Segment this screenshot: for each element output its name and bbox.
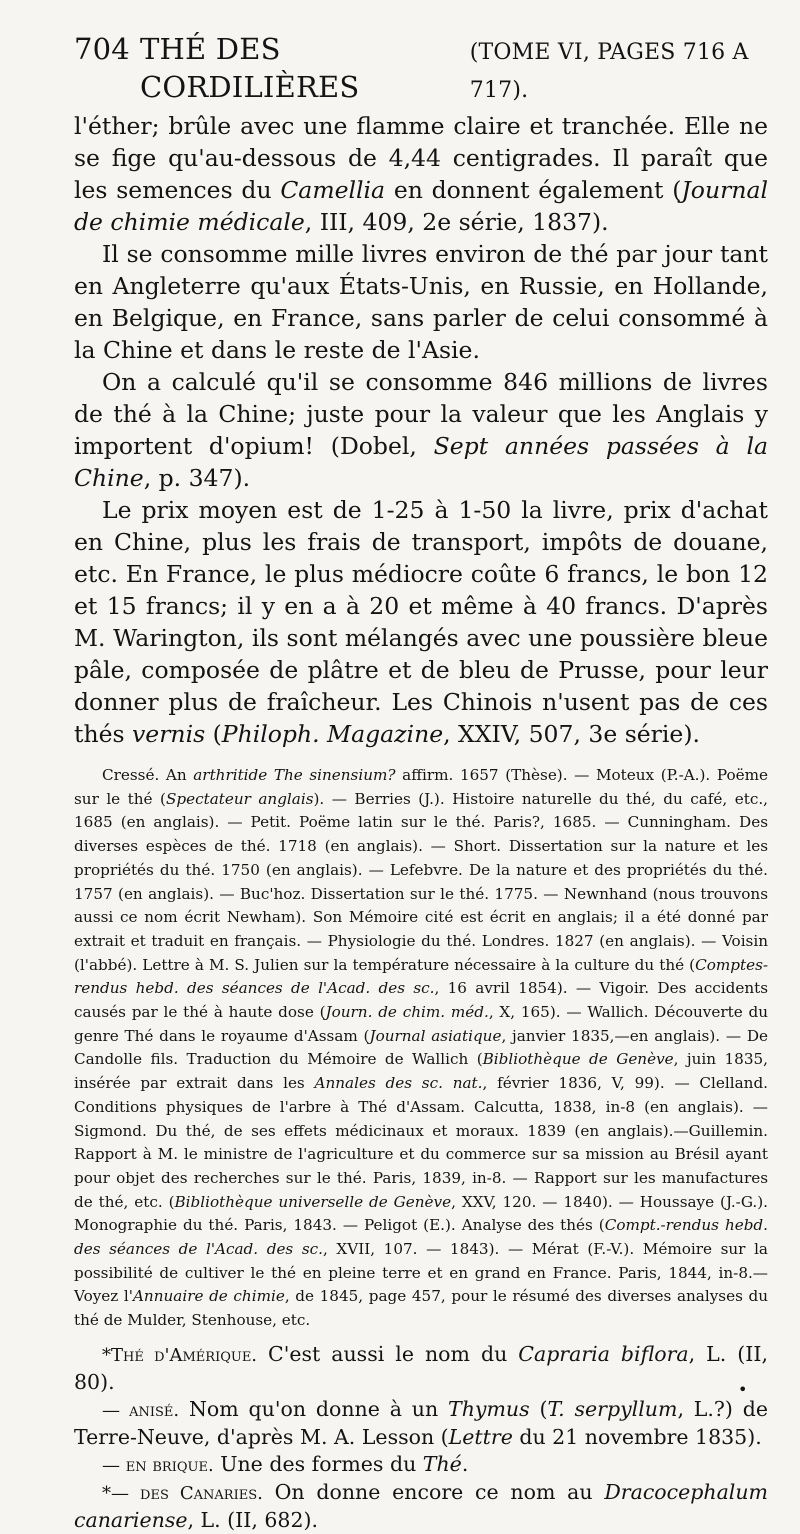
entry-en-brique [74, 1451, 768, 1479]
entry-anise [74, 1396, 768, 1451]
italic-run: Comptes-rendus hebd. des séances de l'Acad. des sc. [74, 955, 768, 998]
text-run: Le prix moyen est de 1-25 à 1-50 la livre, prix d'achat en Chine, plus les frais de transport, impôts de douane, etc. En France, le plus médiocre coûte 6 francs, le bon 12 et 15 francs; il y en a à 20 et même à 40 francs. D'après M. Warington, ils sont mélangés avec une poussière bleue pâle, composée de plâtre et de bleu de Prusse, pour leur donner plus de fraîcheur. Les Chinois n'usent pas de ces thés [74, 496, 768, 748]
text-run: On donne encore ce nom au [262, 1479, 605, 1504]
entry-the-amerique [74, 1341, 768, 1396]
paragraph-china [74, 366, 768, 494]
text-run: ). — Berries (J.). Histoire naturelle du thé, du café, etc., 1685 (en anglais). — Petit. Poëme latin sur le thé. Paris?, 1685. — Cunningham. Des diverses espèces de thé. 1718 (en anglais). — Short. Dissertation sur la nature et les propriétés du thé. 1750 (en anglais). — Lefebvre. De la nature et des propriétés du thé. 1757 (en anglais). — Buc'hoz. Dissertation sur le thé. 1775. — Newnhand (nous trouvons aussi ce nom écrit Newham). Son Mémoire cité est écrit en anglais; il a été donné par extrait et traduit en français. — Physiologie du thé. Londres. 1827 (en anglais). — Voisin (l'abbé). Lettre à M. S. Julien sur la température nécessaire à la culture du thé ( [74, 789, 768, 974]
italic-run: Compt.-rendus hebd. des séances de l'Acad. des sc. [74, 1216, 768, 1259]
italic-run: Bibliothèque universelle de Genève [174, 1192, 452, 1211]
text-run: Cressé. An [102, 766, 187, 784]
text-run: , de 1845, page 457, pour le résumé des diverses analyses du thé de Mulder, Stenhouse, etc. [74, 1287, 768, 1330]
text-run: affirm. 1657 (Thèse). — Moteux (P.-A.). Poëme sur le thé ( [74, 766, 768, 808]
text-run: , X, 165). — Wallich. Découverte du genre Thé dans le royaume d'Assam ( [74, 1003, 768, 1045]
text-run: , XXV, 120. — 1840). — Houssaye (J.-G.). Monographie du thé. Paris, 1843. — Peligot (E.). Analyse des thés ( [74, 1192, 768, 1235]
text-run: ( [205, 720, 222, 748]
paragraph-consumption: Il se consomme mille livres environ de thé par jour tant en Angleterre qu'aux États-Unis, en Russie, en Hollande, en Belgique, en France, sans parler de celui consommé à la Chine et dans le reste de l'Asie. [74, 240, 768, 364]
italic-run: Journal de chimie médicale [74, 176, 768, 236]
italic-run: Philoph. Magazine [221, 720, 444, 748]
italic-run: vernis [132, 720, 206, 748]
italic-run: Capraria biflora [518, 1341, 689, 1366]
italic-run: T. serpyllum [547, 1396, 678, 1421]
text-run: , février 1836, V, 99). — Clelland. Conditions physiques de l'arbre à Thé d'Assam. Calcutta, 1838, in-8 (en anglais). — Sigmond. Du thé, de ses effets médicinaux et moraux. 1839 (en anglais).—Guillemin. Rapport à M. le ministre de l'agriculture et du commerce sur sa mission au Brésil ayant pour objet des recherches sur le thé. Paris, 1839, in-8. — Rapport sur les manufactures de thé, etc. ( [74, 1074, 768, 1211]
text-run: . [461, 1451, 469, 1476]
text-run: ( [529, 1396, 548, 1421]
italic-run: Bibliothèque de Genève [482, 1050, 674, 1069]
italic-run: Journal asiatique [369, 1026, 502, 1045]
italic-run: Thymus [448, 1396, 530, 1421]
entry-head: — en brique. [102, 1454, 214, 1476]
italic-run: Lettre [448, 1424, 513, 1449]
page-number: 704 [74, 32, 130, 66]
italic-run: arthritide The sinensium? [193, 766, 396, 784]
text-run: , L.?) de Terre-Neuve, d'après M. A. Lesson ( [74, 1396, 769, 1449]
italic-run: Thé [422, 1451, 462, 1476]
running-header [74, 30, 768, 110]
entry-head: — anisé. [102, 1399, 180, 1421]
italic-run: Annales des sc. nat. [314, 1074, 483, 1093]
text-run: , III, 409, 2e série, 1837). [304, 208, 609, 236]
italic-run: Dracocephalum canariense [74, 1479, 768, 1532]
entry-head: *Thé d'Amérique. [102, 1344, 258, 1366]
text-run: , janvier 1835,—en anglais). — De Candolle fils. Traduction du Mémoire de Wallich ( [74, 1026, 768, 1069]
text-run: On a calculé qu'il se consomme 846 millions de livres de thé à la Chine; juste pour la valeur que les Anglais y importent d'opium! (Dobel, [74, 368, 768, 460]
text-run: , L. (II, 80). [74, 1341, 768, 1394]
running-title: THÉ DES CORDILIÈRES [139, 32, 360, 104]
paragraph-price [74, 494, 768, 750]
text-run: l'éther; brûle avec une flamme claire et tranchée. Elle ne se fige qu'au-dessous de 4,44 centigrades. Il paraît que les semences du [74, 112, 768, 204]
dictionary-entries [74, 1341, 768, 1534]
text-run: , XXIV, 507, 3e série). [443, 720, 700, 748]
text-run: du 21 novembre 1835). [512, 1424, 762, 1449]
italic-run: Spectateur anglais [165, 789, 314, 808]
entry-des-canaries [74, 1479, 768, 1534]
text-run: , XVII, 107. — 1843). — Mérat (F.-V.). Mémoire sur la possibilité de cultiver le thé en pleine terre et en grand en France. Paris, 1844, in-8.—Voyez l' [74, 1240, 768, 1306]
text-run: C'est aussi le nom du [257, 1341, 519, 1366]
italic-run: Annuaire de chimie [132, 1287, 285, 1306]
text-run: Nom qu'on donne à un [179, 1396, 449, 1421]
bibliography-paragraph [74, 764, 768, 1333]
italic-run: Camellia [280, 176, 386, 204]
paragraph-ether [74, 110, 768, 238]
text-run: , 16 avril 1854). — Vigoir. Des accidents causés par le thé à haute dose ( [74, 979, 768, 1022]
running-subtitle: (TOME VI, PAGES 716 A 717). [469, 40, 749, 103]
text-run: en donnent également ( [385, 176, 682, 204]
text-run: , L. (II, 682). [187, 1507, 319, 1532]
text-run: Une des formes du [213, 1451, 423, 1476]
ink-dot-mark: • [738, 1380, 748, 1399]
italic-run: Journ. de chim. méd. [325, 1003, 489, 1022]
bibliography-notes [74, 764, 768, 1333]
entry-head: *— des Canaries. [102, 1482, 263, 1504]
text-run: , juin 1835, insérée par extrait dans les [74, 1050, 768, 1093]
text-run: , p. 347). [143, 464, 251, 492]
italic-run: Sept années passées à la Chine [74, 432, 768, 492]
